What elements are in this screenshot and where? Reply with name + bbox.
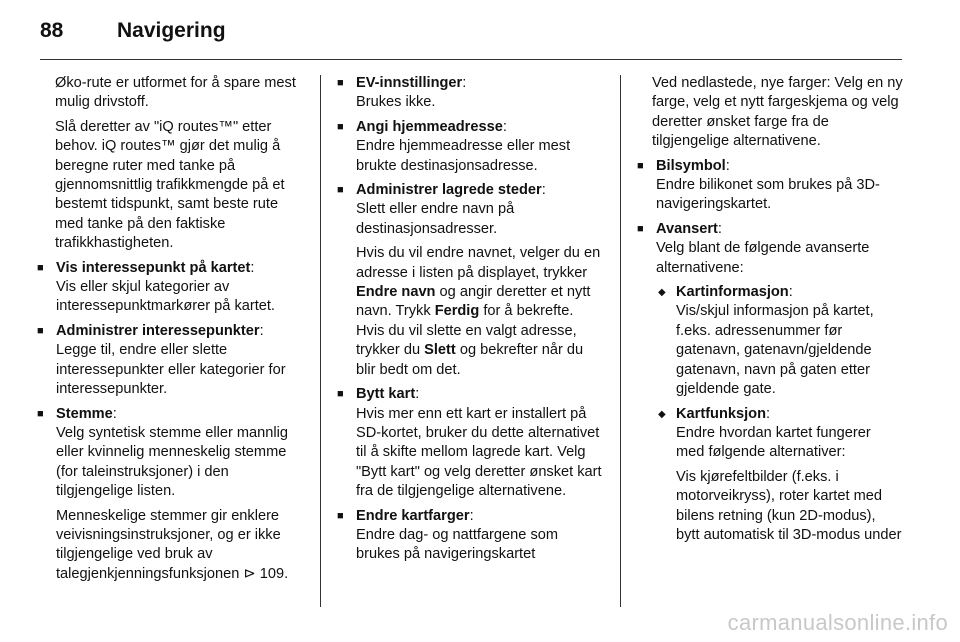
item-text: Hvis mer enn ett kart er installert på SD-kortet, bruker du dette alternativet til å skifte mellom lagrede kart. Velg "Bytt kart" og velg deretter ønsket kart fra de tilgjengelige alternativene. xyxy=(356,405,602,500)
header-rule xyxy=(40,59,902,60)
diamond-bullet-icon: ◆ xyxy=(658,408,666,420)
square-bullet-icon: ■ xyxy=(37,324,44,337)
list-item: ■ Administrer interessepunkter: Legge til, endre eller slette interessepunkter eller kategorier for interessepunkter. xyxy=(35,322,307,400)
column-divider-2 xyxy=(620,75,621,607)
sub-item-text: Vis kjørefeltbilder (f.eks. i motorveikryss), roter kartet med bilens retning (kun 2D-modus), bytt automatisk til 3D-modus under xyxy=(676,468,902,543)
sub-item-text: Endre hvordan kartet fungerer med følgende alternativer: xyxy=(676,424,871,461)
item-text: Slett eller endre navn på destinasjonsadresser. xyxy=(356,201,515,237)
item-text: Legge til, endre eller slette interessepunkter eller kategorier for interessepunkter. xyxy=(56,342,286,398)
item-heading: Administrer interessepunkter xyxy=(56,322,260,339)
square-bullet-icon: ■ xyxy=(37,407,44,420)
sub-item-text: Vis/skjul informasjon på kartet, f.eks. adressenummer før gatenavn, gatenavn/gjeldende gatenavn, navn på gaten etter gjeldende gate. xyxy=(676,303,874,398)
column-1 xyxy=(37,74,307,589)
item-heading: Endre kartfarger xyxy=(356,507,470,524)
item-text: Velg blant de følgende avanserte alternativene: xyxy=(656,240,870,276)
list-item: ■ EV-innstillinger: Brukes ikke. xyxy=(335,74,605,113)
square-bullet-icon: ■ xyxy=(337,388,344,401)
square-bullet-icon: ■ xyxy=(337,120,344,133)
sub-list-item: ◆ Kartinformasjon: Vis/skjul informasjon på kartet, f.eks. adressenummer før gatenavn, gatenavn/gjeldende gatenavn, navn på gaten etter gjeldende gate. xyxy=(656,283,903,399)
sub-item-heading: Kartinformasjon xyxy=(676,284,789,301)
square-bullet-icon: ■ xyxy=(37,261,44,274)
item-text xyxy=(56,507,307,585)
list-item: ■ Bilsymbol: Endre bilikonet som brukes på 3D-navigeringskartet. xyxy=(635,157,903,215)
sub-item-heading: Kartfunksjon xyxy=(676,405,766,422)
ui-label-ferdig: Ferdig xyxy=(434,303,480,320)
list-item: ■ Administrer lagrede steder: Slett eller endre navn på destinasjonsadresser. Hvis du vil endre navnet, velger du en adresse i listen på displayet, trykker Endre navn og angir deretter et nytt navn. Trykk Ferdig for å bekrefte. Hvis du vil slette en valgt adresse, trykker du Slett og bekrefter når du blir bedt om det. xyxy=(335,181,605,380)
sub-list-item: ◆ Kartfunksjon: Endre hvordan kartet fungerer med følgende alternativer: Vis kjørefeltbilder (f.eks. i motorveikryss), roter kartet med bilens retning (kun 2D-modus), bytt automatisk til 3D-modus under xyxy=(656,405,903,546)
watermark: carmanualsonline.info xyxy=(727,610,948,635)
item-text: Brukes ikke. xyxy=(356,94,436,111)
list-item: ■ Avansert: Velg blant de følgende avanserte alternativene: ◆ Kartinformasjon: Vis/skjul informasjon på kartet, f.eks. adressenummer før gatenavn, gatenavn/gjeldende gatenavn, navn på gaten etter gjeldende gate. ◆ Kartfunksjon: Endre hvordan kartet fungerer med følgende alternativer: Vis kjørefeltbilder (f.eks. i motorveikryss), roter kartet med bilens retning (kun 2D-modus), bytt automatisk til 3D-modus under xyxy=(635,220,903,546)
item-heading: Bilsymbol xyxy=(656,157,726,174)
item-text: Endre dag- og nattfargene som brukes på navigeringskartet xyxy=(356,526,559,563)
list-item: ■ Stemme: Velg syntetisk stemme eller mannlig eller kvinnelig menneskelig stemme (for taleinstruksjoner) i den tilgjengelige listen. Menneskelige stemmer gir enklere veivisningsinstruksjoner, og er ikke tilgjengelige ved bruk av talegjenkjenningsfunksjonen ⊳ 109. xyxy=(35,405,307,585)
item-text: Hvis du vil endre navnet, velger du en adresse i listen på displayet, trykker Endre navn og angir deretter et nytt navn. Trykk Ferdig for å bekrefte. Hvis du vil slette en valgt adresse, trykker du Slett og bekrefter når du blir bedt om det. xyxy=(356,245,601,378)
page-title: Navigering xyxy=(117,19,226,42)
item-heading: Bytt kart xyxy=(356,386,416,403)
list-item: ■ Bytt kart: Hvis mer enn ett kart er installert på SD-kortet, bruker du dette alternativet til å skifte mellom lagrede kart. Velg "Bytt kart" og velg deretter ønsket kart fra de tilgjengelige alternativene. xyxy=(335,385,605,501)
item-text: Endre bilikonet som brukes på 3D-navigeringskartet. xyxy=(656,177,880,213)
list-item: ■ Angi hjemmeadresse: Endre hjemmeadresse eller mest brukte destinasjonsadresse. xyxy=(335,118,605,176)
item-heading: Stemme xyxy=(56,405,113,422)
ui-label-slett: Slett xyxy=(424,342,456,359)
paragraph: Øko-rute er utformet for å spare mest mulig drivstoff. xyxy=(55,75,296,111)
item-text-part: Menneskelige stemmer gir enklere veivisningsinstruksjoner, og er ikke tilgjengelige ved bruk av talegjenkjenningsfunksjonen xyxy=(56,507,281,582)
item-text: Vis eller skjul kategorier av interessepunktmarkører på kartet. xyxy=(56,279,275,315)
page-reference: 109. xyxy=(259,565,289,582)
item-heading: Administrer lagrede steder xyxy=(356,182,542,199)
ui-label-endre-navn: Endre navn xyxy=(356,284,436,301)
item-text: Endre hjemmeadresse eller mest brukte destinasjonsadresse. xyxy=(356,138,571,174)
item-heading: EV-innstillinger xyxy=(356,75,463,91)
item-heading: Avansert xyxy=(656,220,718,237)
column-2 xyxy=(335,74,605,570)
column-3 xyxy=(635,74,903,550)
column-divider-1 xyxy=(320,75,321,607)
item-heading: Angi hjemmeadresse xyxy=(356,118,503,135)
square-bullet-icon: ■ xyxy=(637,222,644,235)
square-bullet-icon: ■ xyxy=(637,159,644,172)
paragraph: Ved nedlastede, nye farger: Velg en ny farge, velg et nytt fargeskjema og velg deretter ønsket farge fra de tilgjengelige alternativene. xyxy=(652,75,903,150)
item-text: Velg syntetisk stemme eller mannlig eller kvinnelig menneskelig stemme (for taleinstruksjoner) i den tilgjengelige listen. xyxy=(56,424,288,500)
page-number: 88 xyxy=(40,19,64,42)
paragraph: Slå deretter av "iQ routes™" etter behov. iQ routes™ gjør det mulig å beregne ruter med tanke på gjennomsnittlig trafikkmengde på et bestemt tidspunkt, samt beste rute med tanke på den faktiske trafikkhastigheten. xyxy=(55,118,285,252)
list-item: ■ Endre kartfarger: Endre dag- og nattfargene som brukes på navigeringskartet xyxy=(335,507,605,565)
arrow-ref-icon: ⊳ xyxy=(243,565,256,582)
square-bullet-icon: ■ xyxy=(337,184,344,197)
diamond-bullet-icon: ◆ xyxy=(658,287,666,299)
item-heading: Vis interessepunkt på kartet xyxy=(56,259,251,276)
square-bullet-icon: ■ xyxy=(337,509,344,522)
page-header xyxy=(0,0,960,60)
square-bullet-icon: ■ xyxy=(337,77,344,89)
list-item: ■ Vis interessepunkt på kartet: Vis eller skjul kategorier av interessepunktmarkører på kartet. xyxy=(35,259,307,317)
